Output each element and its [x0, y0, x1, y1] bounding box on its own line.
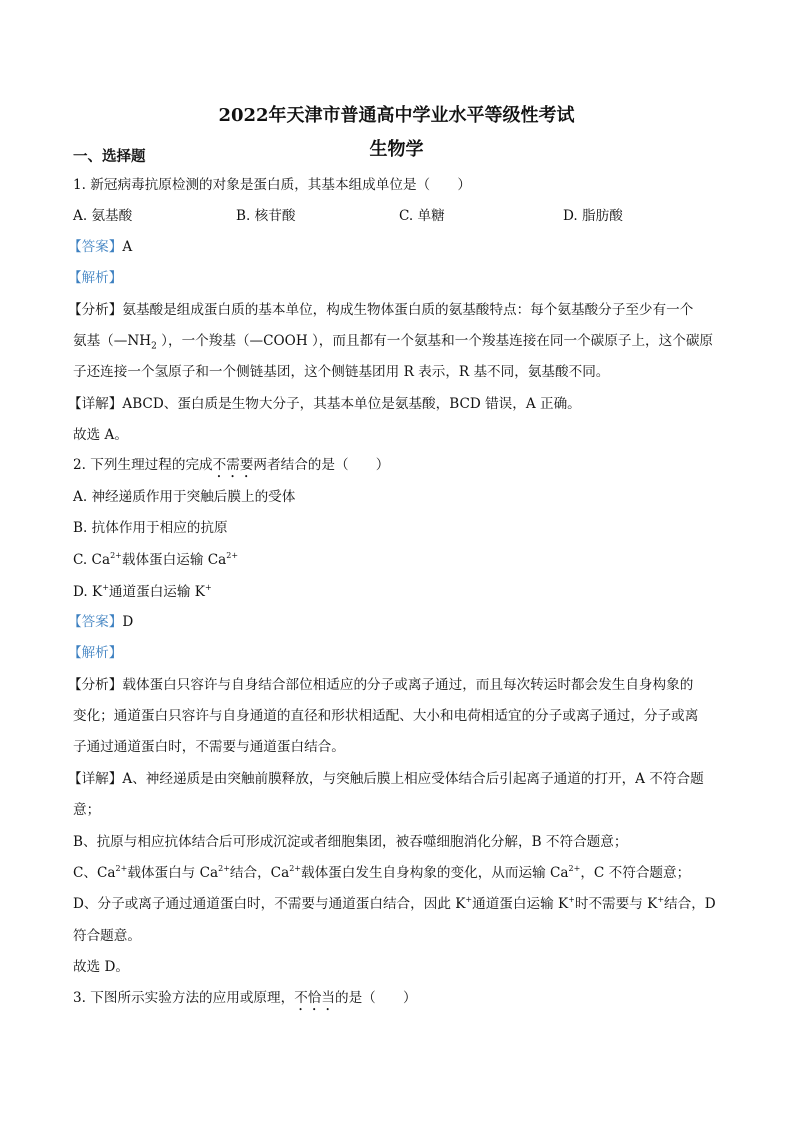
q2-xiangjie-b: B、抗原与相应抗体结合后可形成沉淀或者细胞集团，被吞噬细胞消化分解，B 不符合题意；	[73, 834, 628, 850]
text: A、神经递质是由突触前膜释放，与突触后膜上相应受体结合后引起离子通道的打开，A 不符合题	[122, 771, 704, 787]
xiangjie-tag: 【详解】	[68, 771, 123, 787]
q1-conclusion: 故选 A。	[73, 427, 128, 443]
xiangjie-tag: 【详解】	[68, 396, 123, 412]
q1-option-d: D. 脂肪酸	[563, 208, 623, 224]
superscript: +	[102, 583, 109, 592]
q2-answer	[68, 613, 133, 631]
q1-answer	[68, 238, 132, 256]
text: C、Ca	[73, 865, 116, 881]
subscript: 2	[151, 341, 157, 352]
analysis-tag: 【解析】	[68, 270, 123, 286]
q2-analysis-tag	[68, 644, 122, 662]
superscript: 2+	[289, 864, 301, 873]
q2-option-a: A. 神经递质作用于突触后膜上的受体	[73, 489, 296, 505]
answer-tag: 【答案】	[68, 614, 123, 630]
q2-xiangjie-d	[73, 895, 716, 913]
superscript: +	[465, 895, 473, 904]
q1-fenxi-line	[73, 332, 713, 356]
q2-fenxi-line: 子通过通道蛋白时，不需要与通道蛋白结合。	[73, 739, 345, 755]
q1-option-a: A. 氨基酸	[73, 208, 133, 224]
text: 2. 下列生理过程的完成	[73, 457, 213, 473]
q2-xiangjie-d-cont: 符合题意。	[73, 928, 141, 944]
q2-option-b: B. 抗体作用于相应的抗原	[73, 520, 228, 536]
q1-fenxi-line	[68, 301, 693, 319]
superscript: 2+	[226, 551, 239, 560]
q2-xiangjie-c	[73, 864, 690, 882]
text: 结合，D	[664, 896, 716, 912]
text: D. K	[73, 584, 103, 600]
answer-value: D	[122, 614, 134, 630]
text: 的是（ ）	[334, 990, 417, 1006]
text: 载体蛋白只容许与自身结合部位相适应的分子或离子通过，而且每次转运时都会发生自身构象的	[122, 677, 694, 693]
q1-option-b: B. 核苷酸	[236, 208, 296, 224]
q2-option-c	[73, 551, 238, 569]
q2-fenxi-line: 变化；通道蛋白只容许与自身通道的直径和形状相适配、大小和电荷相适宜的分子或离子通过，分子或离	[73, 708, 699, 724]
text: 氨基（—NH	[73, 333, 152, 349]
text: 时不需要与 K	[574, 896, 658, 912]
text: 两者结合的是（ ）	[253, 457, 390, 473]
page-subtitle: 生物学	[369, 139, 424, 160]
text: 载体蛋白运输 Ca	[121, 552, 227, 568]
answer-tag: 【答案】	[68, 239, 123, 255]
page-title: 2022年天津市普通高中学业水平等级性考试	[218, 105, 575, 126]
text: 3. 下图所示实验方法的应用或原理，	[73, 990, 295, 1006]
text: D、分子或离子通过通道蛋白时，不需要与通道蛋白结合，因此 K	[73, 896, 466, 912]
q2-stem	[73, 456, 389, 481]
text: 氨基酸是组成蛋白质的基本单位，构成生物体蛋白质的氨基酸特点：每个氨基酸分子至少有一个	[122, 302, 694, 318]
fenxi-tag: 【分析】	[68, 677, 123, 693]
text: C. Ca	[73, 552, 111, 568]
superscript: 2+	[568, 864, 581, 873]
text: 结合，Ca	[229, 865, 290, 881]
text: ABCD、蛋白质是生物大分子，其基本单位是氨基酸，BCD 错误，A 正确。	[122, 396, 581, 412]
superscript: +	[204, 583, 212, 592]
text: ，C 不符合题意；	[580, 865, 691, 881]
q2-conclusion: 故选 D。	[73, 959, 130, 975]
q1-xiangjie	[68, 395, 581, 413]
text: 载体蛋白发生自身构象的变化，从而运输 Ca	[301, 865, 569, 881]
text: 通道蛋白运输 K	[108, 584, 205, 600]
superscript: 2+	[115, 864, 128, 873]
text: 通道蛋白运输 K	[472, 896, 569, 912]
q1-option-c: C. 单糖	[399, 208, 445, 224]
emphasized-text: 不恰当	[294, 990, 335, 1006]
q3-stem	[73, 989, 417, 1014]
q2-fenxi-line	[68, 676, 693, 694]
answer-value: A	[122, 239, 133, 255]
q1-stem: 1. 新冠病毒抗原检测的对象是蛋白质，其基本组成单位是（ ）	[73, 177, 471, 193]
q2-option-d	[73, 583, 212, 601]
q1-analysis-tag	[68, 269, 122, 287]
q2-xiangjie-a	[68, 770, 704, 788]
analysis-tag: 【解析】	[68, 645, 123, 661]
emphasized-text: 不需要	[212, 457, 254, 473]
section-heading: 一、选择题	[73, 148, 146, 165]
superscript: +	[568, 895, 575, 904]
fenxi-tag: 【分析】	[68, 302, 123, 318]
superscript: +	[657, 895, 665, 904]
superscript: 2+	[110, 551, 122, 560]
q2-xiangjie-a-cont: 意；	[73, 802, 101, 818]
text: ），一个羧基（—COOH ），而且都有一个氨基和一个羧基连接在同一个碳原子上，这个碳原	[156, 333, 714, 349]
text: 载体蛋白与 Ca	[127, 865, 219, 881]
q1-fenxi-line: 子还连接一个氢原子和一个侧链基团，这个侧链基团用 R 表示，R 基不同，氨基酸不同。	[73, 364, 610, 380]
superscript: 2+	[218, 864, 230, 873]
